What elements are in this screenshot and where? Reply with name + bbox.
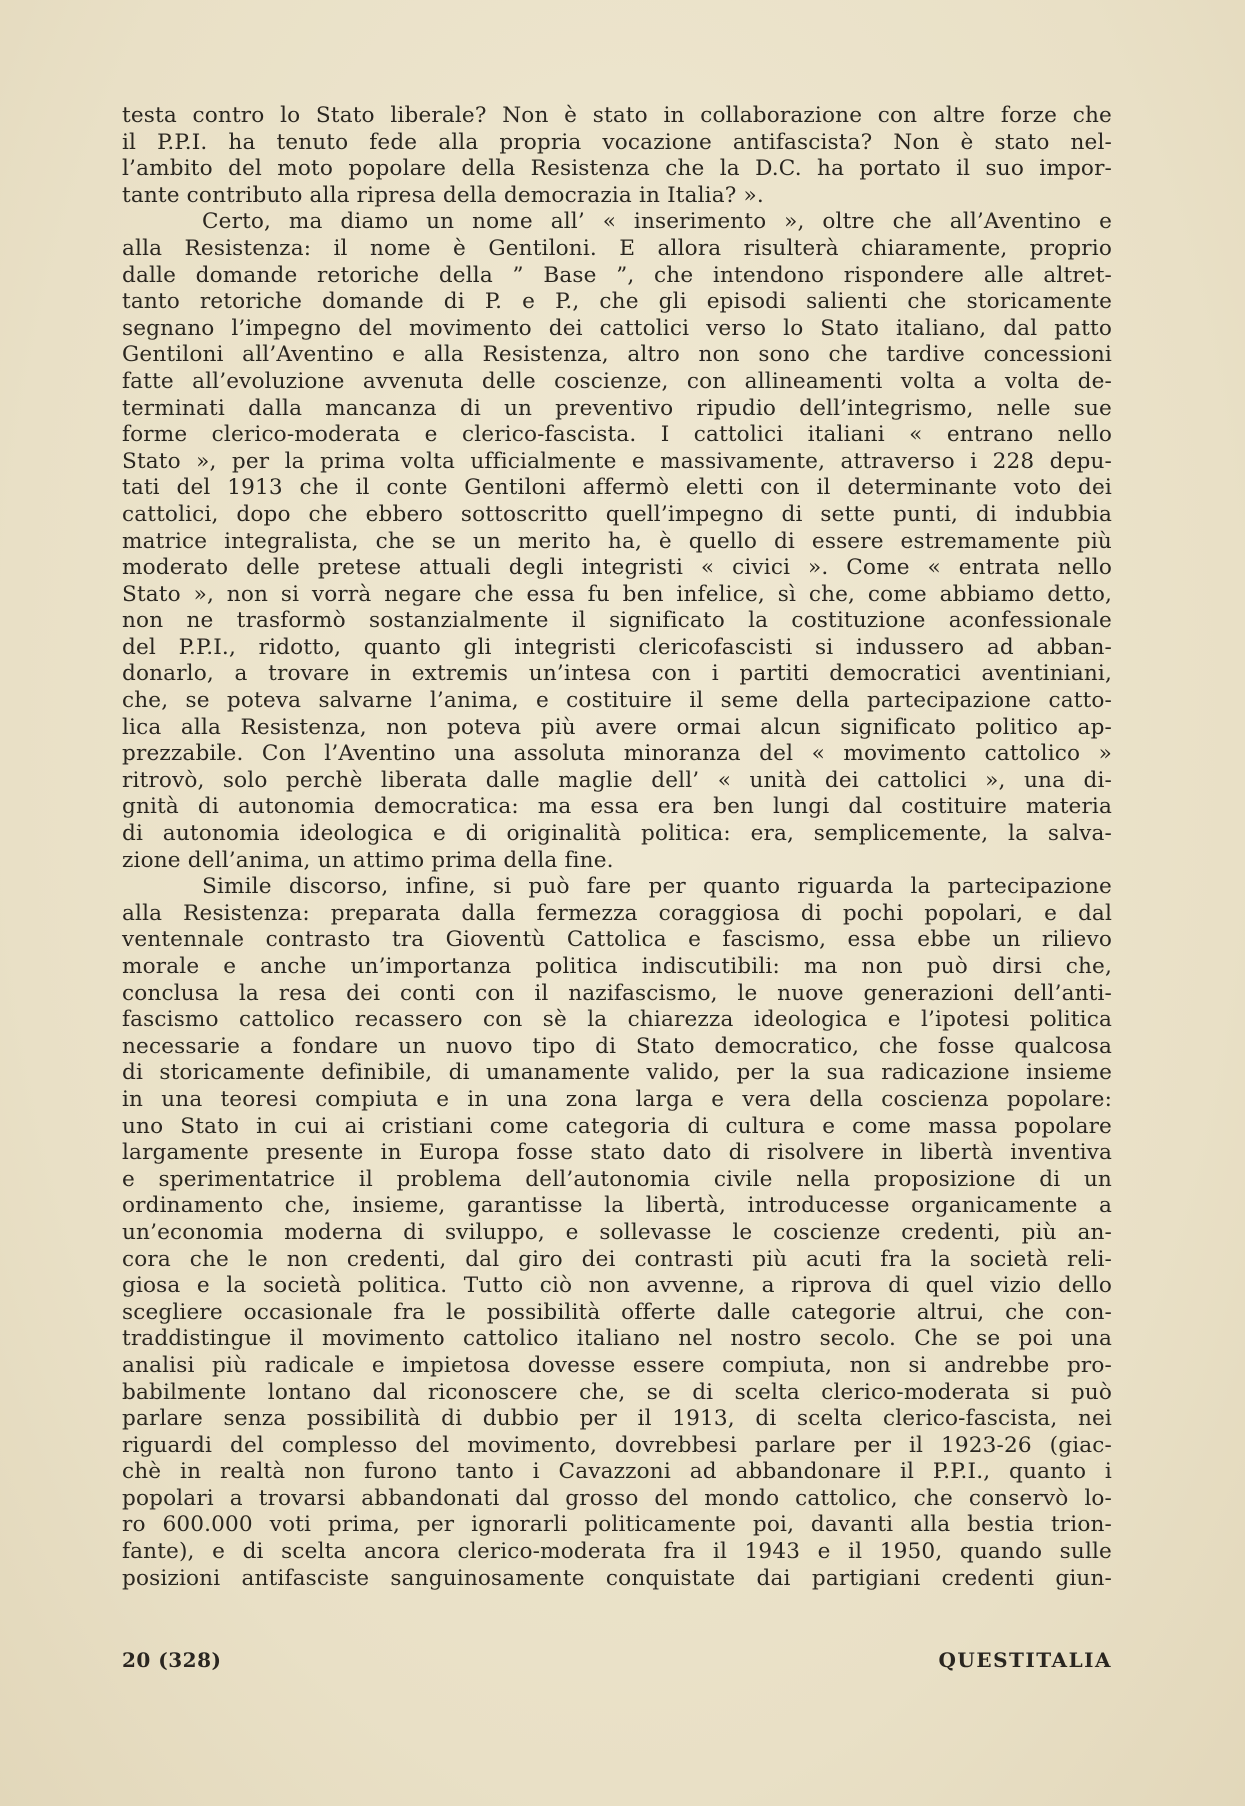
- text-line: giosa e la società politica. Tutto ciò non avvenne, a riprova di quel vizio dello: [122, 1273, 1112, 1299]
- text-line: di storicamente definibile, di umanamente valido, per la sua radicazione insieme: [122, 1060, 1112, 1086]
- text-line: tanto retoriche domande di P. e P., che gli episodi salienti che storicamente: [122, 289, 1112, 315]
- text-line: prezzabile. Con l’Aventino una assoluta minoranza del « movimento cattolico »: [122, 741, 1112, 767]
- text-line: ritrovò, solo perchè liberata dalle maglie dell’ « unità dei cattolici », una di-: [122, 767, 1112, 793]
- body-text: [122, 103, 1112, 1592]
- text-line: posizioni antifasciste sanguinosamente conquistate dai partigiani credenti giun-: [122, 1565, 1112, 1591]
- page-number: 20 (328): [122, 1648, 222, 1672]
- text-line: che, se poteva salvarne l’anima, e costituire il seme della partecipazione catto-: [122, 688, 1112, 714]
- text-line: ordinamento che, insieme, garantisse la libertà, introducesse organicamente a: [122, 1193, 1112, 1219]
- text-line: Stato », non si vorrà negare che essa fu ben infelice, sì che, come abbiamo detto,: [122, 581, 1112, 607]
- text-line: e sperimentatrice il problema dell’autonomia civile nella proposizione di un: [122, 1166, 1112, 1192]
- text-line: fascismo cattolico recassero con sè la chiarezza ideologica e l’ipotesi politica: [122, 1007, 1112, 1033]
- journal-title: QUESTITALIA: [938, 1648, 1112, 1672]
- text-line: morale e anche un’importanza politica indiscutibili: ma non può dirsi che,: [122, 954, 1112, 979]
- text-line: scegliere occasionale fra le possibilità offerte dalle categorie altrui, che con-: [122, 1299, 1112, 1325]
- text-line: matrice integralista, che se un merito ha, è quello di essere estremamente più: [122, 528, 1112, 554]
- text-line: babilmente lontano dal riconoscere che, se di scelta clerico-moderata si può: [122, 1379, 1112, 1405]
- text-line: zione dell’anima, un attimo prima della fine.: [122, 847, 614, 873]
- text-line: tati del 1913 che il conte Gentiloni affermò eletti con il determinante voto dei: [122, 475, 1112, 501]
- text-line: Stato », per la prima volta ufficialmente e massivamente, attraverso i 228 depu-: [122, 448, 1112, 474]
- text-line: terminati dalla mancanza di un preventivo ripudio dell’integrismo, nelle sue: [122, 395, 1112, 421]
- text-line: traddistingue il movimento cattolico italiano nel nostro secolo. Che se poi una: [122, 1326, 1112, 1352]
- text-line: dalle domande retoriche della ” Base ”, che intendono rispondere alle altret-: [122, 262, 1112, 288]
- text-line: di autonomia ideologica e di originalità politica: era, semplicemente, la salva-: [122, 821, 1112, 847]
- text-line: forme clerico-moderata e clerico-fascista. I cattolici italiani « entrano nello: [122, 422, 1112, 448]
- text-line: largamente presente in Europa fosse stato dato di risolvere in libertà inventiva: [122, 1140, 1112, 1166]
- text-line: analisi più radicale e impietosa dovesse essere compiuta, non si andrebbe pro-: [122, 1352, 1112, 1378]
- text-line: Certo, ma diamo un nome all’ « inserimento », oltre che all’Aventino e: [202, 209, 1112, 235]
- text-line: fatte all’evoluzione avvenuta delle coscienze, con allineamenti volta a volta de-: [122, 368, 1112, 394]
- text-line: Simile discorso, infine, si può fare per quanto riguarda la partecipazione: [202, 874, 1112, 900]
- text-line: un’economia moderna di sviluppo, e sollevasse le coscienze credenti, più an-: [122, 1219, 1112, 1245]
- text-line: popolari a trovarsi abbandonati dal grosso del mondo cattolico, che conservò lo-: [122, 1485, 1112, 1511]
- text-line: chè in realtà non furono tanto i Cavazzoni ad abbandonare il P.P.I., quanto i: [122, 1459, 1112, 1485]
- text-line: l’ambito del moto popolare della Resistenza che la D.C. ha portato il suo impor-: [122, 156, 1112, 182]
- text-line: Gentiloni all’Aventino e alla Resistenza, altro non sono che tardive concessioni: [122, 342, 1112, 368]
- text-line: moderato delle pretese attuali degli integristi « civici ». Come « entrata nello: [122, 555, 1112, 581]
- text-line: in una teoresi compiuta e in una zona larga e vera della coscienza popolare:: [122, 1086, 1112, 1112]
- text-line: ro 600.000 voti prima, per ignorarli politicamente poi, davanti alla bestia trion-: [122, 1512, 1112, 1538]
- text-line: cora che le non credenti, dal giro dei contrasti più acuti fra la società reli-: [122, 1246, 1112, 1272]
- text-line: parlare senza possibilità di dubbio per il 1913, di scelta clerico-fascista, nei: [122, 1406, 1112, 1432]
- text-line: del P.P.I., ridotto, quanto gli integristi clericofascisti si indussero ad abban-: [122, 634, 1112, 660]
- text-line: alla Resistenza: preparata dalla fermezza coraggiosa di pochi popolari, e dal: [122, 900, 1112, 926]
- text-line: non ne trasformò sostanzialmente il significato la costituzione aconfessionale: [122, 608, 1112, 634]
- text-line: lica alla Resistenza, non poteva più avere ormai alcun significato politico ap-: [122, 714, 1112, 740]
- text-line: fante), e di scelta ancora clerico-moderata fra il 1943 e il 1950, quando sulle: [122, 1539, 1112, 1565]
- text-line: gnità di autonomia democratica: ma essa era ben lungi dal costituire materia: [122, 794, 1112, 820]
- text-line: donarlo, a trovare in extremis un’intesa con i partiti democratici aventiniani,: [122, 661, 1112, 687]
- text-line: cattolici, dopo che ebbero sottoscritto quell’impegno di sette punti, di indubbia: [122, 501, 1112, 527]
- text-line: il P.P.I. ha tenuto fede alla propria vocazione antifascista? Non è stato nel-: [122, 129, 1112, 155]
- text-line: segnano l’impegno del movimento dei cattolici verso lo Stato italiano, dal patto: [122, 315, 1112, 341]
- text-line: tante contributo alla ripresa della democrazia in Italia? ».: [122, 182, 764, 208]
- text-line: uno Stato in cui ai cristiani come categoria di cultura e come massa popolare: [122, 1113, 1112, 1139]
- text-line: necessarie a fondare un nuovo tipo di Stato democratico, che fosse qualcosa: [122, 1033, 1112, 1059]
- text-line: riguardi del complesso del movimento, dovrebbesi parlare per il 1923-26 (giac-: [122, 1432, 1112, 1458]
- text-line: testa contro lo Stato liberale? Non è stato in collaborazione con altre forze che: [122, 103, 1112, 128]
- page-footer: [122, 1648, 1112, 1678]
- text-line: ventennale contrasto tra Gioventù Cattolica e fascismo, essa ebbe un rilievo: [122, 927, 1112, 953]
- text-line: conclusa la resa dei conti con il nazifascismo, le nuove generazioni dell’anti-: [122, 980, 1112, 1006]
- text-line: alla Resistenza: il nome è Gentiloni. E allora risulterà chiaramente, proprio: [122, 235, 1112, 261]
